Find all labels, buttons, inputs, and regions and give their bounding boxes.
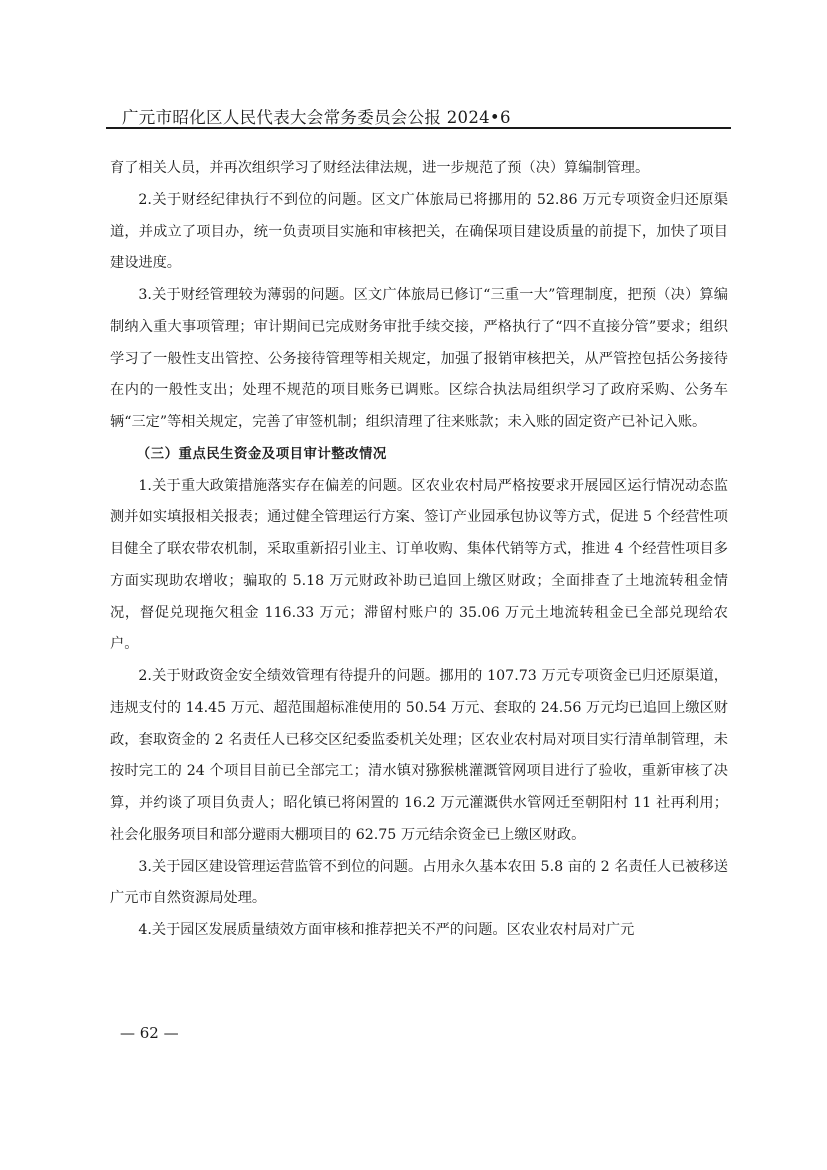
paragraph-finance-discipline: 2.关于财经纪律执行不到位的问题。区文广体旅局已将挪用的 52.86 万元专项资金归还原渠道，并成立了项目办，统一负责项目实施和审核把关，在确保项目建设质量的前提下，加快了项目建设进度。 <box>110 191 728 272</box>
header-rule <box>106 127 731 129</box>
paragraph-policy-deviation: 1.关于重大政策措施落实存在偏差的问题。区农业农村局严格按要求开展园区运行情况动态监测并如实填报相关报表；通过健全管理运行方案、签订产业园承包协议等方式，促进 5 个经营性项目健全了联农带农机制，采取重新招引业主、订单收购、集体代销等方式，推进 4 个经营性项目多方面实现助农增收；骗取的 5.18 万元财政补助已追回上缴区财政；全面排查了土地流转租金情况，督促兑现拖欠租金 116.33 万元；滞留村账户的 35.06 万元土地流转租金已全部兑现给农户。 <box>110 477 728 653</box>
document-body <box>110 153 728 947</box>
paragraph-fund-security: 2.关于财政资金安全绩效管理有待提升的问题。挪用的 107.73 万元专项资金已归还原渠道，违规支付的 14.45 万元、超范围超标准使用的 50.54 万元、套取的 24.56 万元均已追回上缴区财政，套取资金的 2 名责任人已移交区纪委监委机关处理；区农业农村局对项目实行清单制管理，未按时完工的 24 个项目目前已全部完工；清水镇对猕猴桃灌溉管网项目进行了验收，重新审核了决算，并约谈了项目负责人；昭化镇已将闲置的 16.2 万元灌溉供水管网迁至朝阳村 11 社再利用；社会化服务项目和部分避雨大棚项目的 62.75 万元结余资金已上缴区财政。 <box>110 668 728 843</box>
paragraph-park-quality: 4.关于园区发展质量绩效方面审核和推荐把关不严的问题。区农业农村局对广元 <box>138 922 635 938</box>
paragraph-finance-management: 3.关于财经管理较为薄弱的问题。区文广体旅局已修订“三重一大”管理制度，把预（决）算编制纳入重大事项管理；审计期间已完成财务审批手续交接，严格执行了“四不直接分管”要求；组织学习了一般性支出管控、公务接待管理等相关规定，加强了报销审核把关，从严管控包括公务接待在内的一般性支出；处理不规范的项目账务已调账。区综合执法局组织学习了政府采购、公务车辆“三定”等相关规定，完善了审签机制；组织清理了往来账款；未入账的固定资产已补记入账。 <box>110 287 728 430</box>
page-number: — 62 — <box>120 1024 179 1042</box>
paragraph-continuation: 育了相关人员，并再次组织学习了财经法律法规，进一步规范了预（决）算编制管理。 <box>110 160 650 176</box>
section-heading: （三）重点民生资金及项目审计整改情况 <box>136 446 387 462</box>
publication-header: 广元市昭化区人民代表大会常务委员会公报 2024•6 <box>122 108 511 127</box>
paragraph-park-supervision: 3.关于园区建设管理运营监管不到位的问题。占用永久基本农田 5.8 亩的 2 名责任人已被移送广元市自然资源局处理。 <box>110 858 728 907</box>
